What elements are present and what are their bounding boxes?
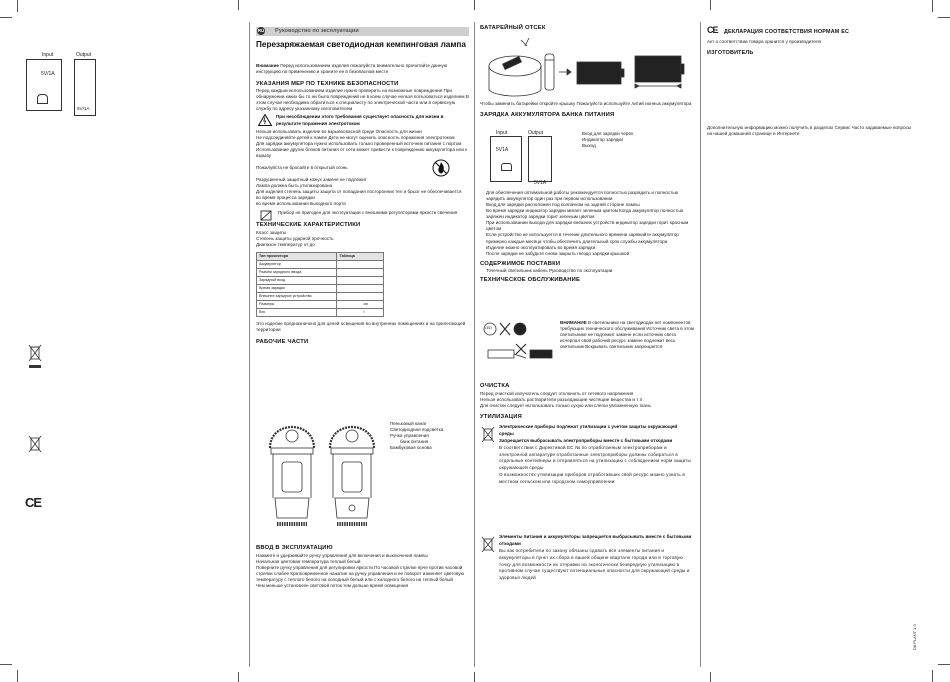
- regulator-block: [256, 210, 469, 216]
- table-row: [257, 285, 384, 293]
- intro-text: [256, 63, 469, 75]
- crossed-bin-icon: [28, 343, 42, 371]
- page-title: Перезаряжаемая светодиодная кемпинговая лампа: [256, 40, 466, 49]
- disposal-text-2: Вы как потребители по закону обязаны сдавать все элементы питания и аккумуляторы в пункт их сбора в вашей общине квартале города или в торговую точку для возможности их отправки на экологически безвредную утилизацию в противном случае существуют потенциальные опасности для окружающей среды и здоровья людей: [499, 547, 690, 581]
- manual-header-bar: [256, 27, 469, 36]
- output-port-box: [74, 59, 96, 116]
- output-value: 5V1A: [534, 180, 547, 186]
- safety-text-2: Нельзя использовать изделие во взрывоопасной среде Опасность для жизни Не подсоединяйте детей к лампе Дети не могут оценить опасность поражения электротоком Для зарядки аккумулятора нужно использовать только проверенный источник питания с портом Использование других блоков питания от сети может привести к повреждению аккумулятора или к взрыву: [256, 128, 468, 158]
- left-margin-panel: [24, 52, 104, 122]
- lantern-illustration: [262, 418, 382, 542]
- declaration-row: [707, 27, 917, 39]
- column-divider: [700, 22, 701, 667]
- startup-text: Нажмите и удерживайте ручку управления для включения и выключения лампы Начальная цветовая температура теплый белый Поверните ручку управления для регулировки яркости По часовой стрелке ярче против часовой стрелки слабее Кратковременное нажатие на ручку управления и ее поворот изменяет цветовую температуру с теплого белого на холодный белый или с холодного белого на теплый белый Чем меньше установлен световой поток тем дольше время освещения: [256, 552, 465, 588]
- table-header-cell: Тип прожектора: [257, 253, 337, 261]
- intro-bold: Внимание: [256, 63, 279, 69]
- warning-block: [256, 114, 469, 126]
- bank-heading: ЗАРЯДКА АККУМУЛЯТОРА БАНКА ПИТАНИЯ: [480, 112, 615, 119]
- table-cell: г: [337, 309, 384, 317]
- table-cell: [337, 293, 384, 301]
- output-label: Output: [76, 52, 92, 58]
- crop-mark: [938, 664, 950, 665]
- input-port-box: [490, 136, 522, 182]
- maintenance-text: В светильнике на светодиодах нет компонентов требующих технического обслуживания Источник света в этом светильнике не подлежит замене если источник света исчерпал свой рабочий ресурс замене подлежит весь светильник Вскрывать светильник запрещается: [560, 320, 695, 350]
- disposal-text-1: В соответствии с Директивой ЕС № по отработанным электроприборам и электронной аппаратуре отработанные электроприборы должны собираться в отдельные контейнеры и отправляться на утилизацию с соблюдением норм защиты окружающей среды О возможностях утилизации приборов отработавших свой ресурс можно узнать в местном сельском или городском самоуправлении: [499, 444, 691, 485]
- fold-mark: [238, 0, 239, 10]
- usb-port-icon: [501, 163, 512, 171]
- no-fire-icon: [432, 159, 450, 177]
- safety-text-3: Разрушенный защитный кожух замене не подлежит Лампа должна быть утилизирована Для изделия степень защиты защита от попадания посторонних тел и брызг не обеспечивается во время процесса зарядки во время использования выходного порта: [256, 176, 462, 207]
- table-row: [257, 309, 384, 317]
- column-1: [256, 40, 469, 347]
- fire-text: Пожалуйста не бросайте в открытый огонь: [256, 164, 348, 170]
- fold-mark: [710, 0, 711, 10]
- regulator-note: Прибор не пригоден для эксплуатации с внешними регуляторами яркости свечения: [278, 210, 458, 216]
- disposal-bold-3: Элементы питания и аккумуляторы запрещается выбрасывать вместе с бытовыми отходами: [499, 534, 692, 546]
- output-port-box: [528, 136, 552, 182]
- no-dimmer-icon: [260, 210, 272, 221]
- led-icons: [482, 320, 562, 370]
- led-label: LED: [485, 326, 492, 330]
- table-cell: Размеры: [257, 301, 337, 309]
- disposal-bin-icon: [481, 426, 495, 444]
- battery-heading: БАТАРЕЙНЫЙ ОТСЕК: [480, 25, 546, 31]
- safety-heading: УКАЗАНИЯ МЕР ПО ТЕХНИКЕ БЕЗОПАСНОСТИ: [256, 80, 399, 87]
- startup-section: [256, 545, 469, 589]
- bank-labels: [582, 131, 682, 149]
- disposal-bold-1: Электрические приборы подлежат утилизации с учетом защиты окружающей среды: [499, 424, 678, 436]
- table-header-cell: Таблица: [337, 253, 384, 261]
- list-item: Ручка управления: [390, 433, 429, 439]
- startup-heading: ВВОД В ЭКСПЛУАТАЦИЮ: [256, 545, 333, 551]
- table-cell: [337, 269, 384, 277]
- warning-text: При несоблюдении этого требования существует опасность для жизни в результате поражения электротоком: [276, 114, 444, 126]
- manufacturer-heading: ИЗГОТОВИТЕЛЬ: [707, 50, 754, 57]
- battery-text: Чтобы заменить батарейки откройте крышку Пожалуйста используйте литий ионных аккумулятора: [480, 101, 692, 106]
- table-cell: [337, 277, 384, 285]
- input-value: 5V1A: [496, 147, 509, 153]
- maintenance-text-block: [560, 320, 695, 350]
- column-divider: [474, 22, 475, 667]
- list-item: Бамбуковая основа: [390, 445, 432, 451]
- table-cell: [337, 261, 384, 269]
- crop-mark: [932, 670, 933, 682]
- input-label: Input: [42, 52, 54, 58]
- battery-section: [480, 101, 695, 120]
- tech-heading: ТЕХНИЧЕСКИЕ ХАРАКТЕРИСТИКИ: [256, 222, 361, 229]
- intro-body: Перед использованием изделия пожалуйста внимательно прочитайте данную инструкцию по применению и храните ее в безопасном месте: [256, 63, 448, 75]
- disposal-block-2: [499, 534, 693, 582]
- cleaning-section: [480, 383, 695, 421]
- ce-mark-small: CE: [707, 25, 718, 35]
- fold-mark: [238, 672, 239, 682]
- list-item: банк питания: [400, 439, 429, 445]
- crop-mark: [0, 664, 12, 665]
- content-heading: СОДЕРЖИМОЕ ПОСТАВКИ: [480, 260, 561, 267]
- column-2: [480, 25, 695, 33]
- output-value: 5V/1A: [77, 106, 90, 111]
- cleaning-text: Перед очисткой излучатель следует отключить от сетевого напряжения Нельзя использовать растворители разъедающие чистящие вещества и т п Для очистки следует использовать только сухую или слегка увлажненную ткань: [480, 390, 651, 408]
- disposal-block-1: [499, 424, 693, 486]
- table-row: [257, 261, 384, 269]
- table-row: [257, 269, 384, 277]
- bank-text: Для обеспечения оптимальной работы рекомендуется полностью разрядить и полностью зарядить аккумулятор один раз при первом использовании Вход для зарядки расположен под колпачком на задней стороне лампы Во время зарядки индикатор зарядки мигает зеленым цветом Когда аккумулятор полностью заряжен индикатор зарядки горит зеленым цветом При использовании выхода для зарядки внешних устройств индикатор зарядки горит красным цветом Если устройство не используется в течение длительного времени заряжайте аккумулятор примерно каждые месяца чтобы обеспечить длительный срок службы аккумулятора Изделие можно эксплуатировать во время зарядки После зарядки не забудьте снова закрыть гнездо зарядки крышкой: [486, 190, 689, 256]
- content-text: Точечный светильник кабель Руководство по эксплуатации: [486, 268, 613, 274]
- parts-heading: РАБОЧИЕ ЧАСТИ: [256, 339, 309, 346]
- maintenance-bold: ВНИМАНИЕ: [560, 320, 587, 325]
- safety-text-1: Перед каждым использованием изделие нужно проверить на возможные повреждения При обнаружении каких бы то ни было повреждений не в коем случае нельзя пользоваться изделием В этом случае необходимо обратиться к специалисту по электрической части или в сервисную службу по адресу указанному изготовителем: [256, 88, 469, 112]
- table-cell: Зарядный вход: [257, 277, 337, 285]
- list-item: Вход для зарядки черех: [582, 131, 634, 136]
- list-item: Выход: [582, 143, 596, 149]
- disposal-bold-2: Запрещается выбрасывать электроприборы вместе с бытовыми отходами: [499, 437, 673, 443]
- table-cell: Аккумулятор: [257, 261, 337, 269]
- ce-mark: CE: [25, 495, 42, 510]
- crossed-bin-icon: [28, 434, 42, 456]
- table-header-row: [257, 253, 384, 261]
- more-info-text: Дополнительную информацию можно получить в разделах Сервис Часто задаваемые вопросы на нашей домашней странице в Интернете: [707, 125, 912, 137]
- list-item: Светодиодная подсветка: [390, 427, 444, 433]
- column-3: [707, 27, 917, 57]
- bank-diagram: [490, 130, 575, 186]
- disposal-heading: УТИЛИЗАЦИЯ: [480, 413, 522, 420]
- maintenance-heading: ТЕХНИЧЕСКОЕ ОБСЛУЖИВАНИЕ: [480, 277, 581, 284]
- manual-header-text: Руководство по эксплуатации: [275, 28, 359, 34]
- input-label: Input: [496, 130, 508, 136]
- declaration-heading: ДЕКЛАРАЦИЯ СООТВЕТСТВИЯ НОРМАМ ЕС: [724, 29, 850, 35]
- column-divider: [249, 22, 250, 667]
- table-cell: [337, 285, 384, 293]
- table-cell: Разъём зарядного ввода: [257, 269, 337, 277]
- list-item: Пеньковый канат: [390, 421, 427, 426]
- output-label: Output: [528, 130, 544, 136]
- input-port-box: [26, 59, 62, 111]
- crop-mark: [932, 0, 933, 12]
- crop-mark: [938, 17, 950, 18]
- table-cell: Время зарядки: [257, 285, 337, 293]
- usage-note: Это изделие предназначено для целей освещения во внутренних помещениях и на прилегающей территории: [256, 321, 466, 333]
- table-row: [257, 301, 384, 309]
- usb-port-icon: [37, 94, 48, 104]
- crop-mark: [17, 0, 18, 12]
- bank-section: [480, 190, 694, 285]
- fold-mark: [474, 0, 475, 10]
- table-cell: Вес: [257, 309, 337, 317]
- crop-mark: [17, 670, 18, 682]
- fold-mark: [710, 672, 711, 682]
- warning-triangle-icon: [258, 114, 272, 126]
- fire-row: [256, 159, 469, 177]
- language-badge: RU: [257, 28, 265, 33]
- input-value: 5V/1A: [41, 71, 55, 77]
- declaration-text: Акт о соответствии товара хранится у производителя: [707, 39, 822, 44]
- table-cell: Внешнее зарядное устройство: [257, 293, 337, 301]
- parts-list: [390, 421, 470, 451]
- fold-mark: [474, 672, 475, 682]
- spec-table: [256, 252, 384, 317]
- table-row: [257, 293, 384, 301]
- crop-mark: [0, 17, 12, 18]
- battery-illustration: [485, 36, 695, 98]
- battery-bin-icon: [481, 536, 495, 554]
- document-code: D8 PLANT 1 0: [912, 624, 917, 650]
- tech-lines: Класс защиты Степень защиты ударной прочность Диапазон температур от до: [256, 229, 334, 248]
- cleaning-heading: ОЧИСТКА: [480, 383, 510, 389]
- table-row: [257, 277, 384, 285]
- list-item: Индикатор зарядки: [582, 137, 623, 143]
- table-cell: см: [337, 301, 384, 309]
